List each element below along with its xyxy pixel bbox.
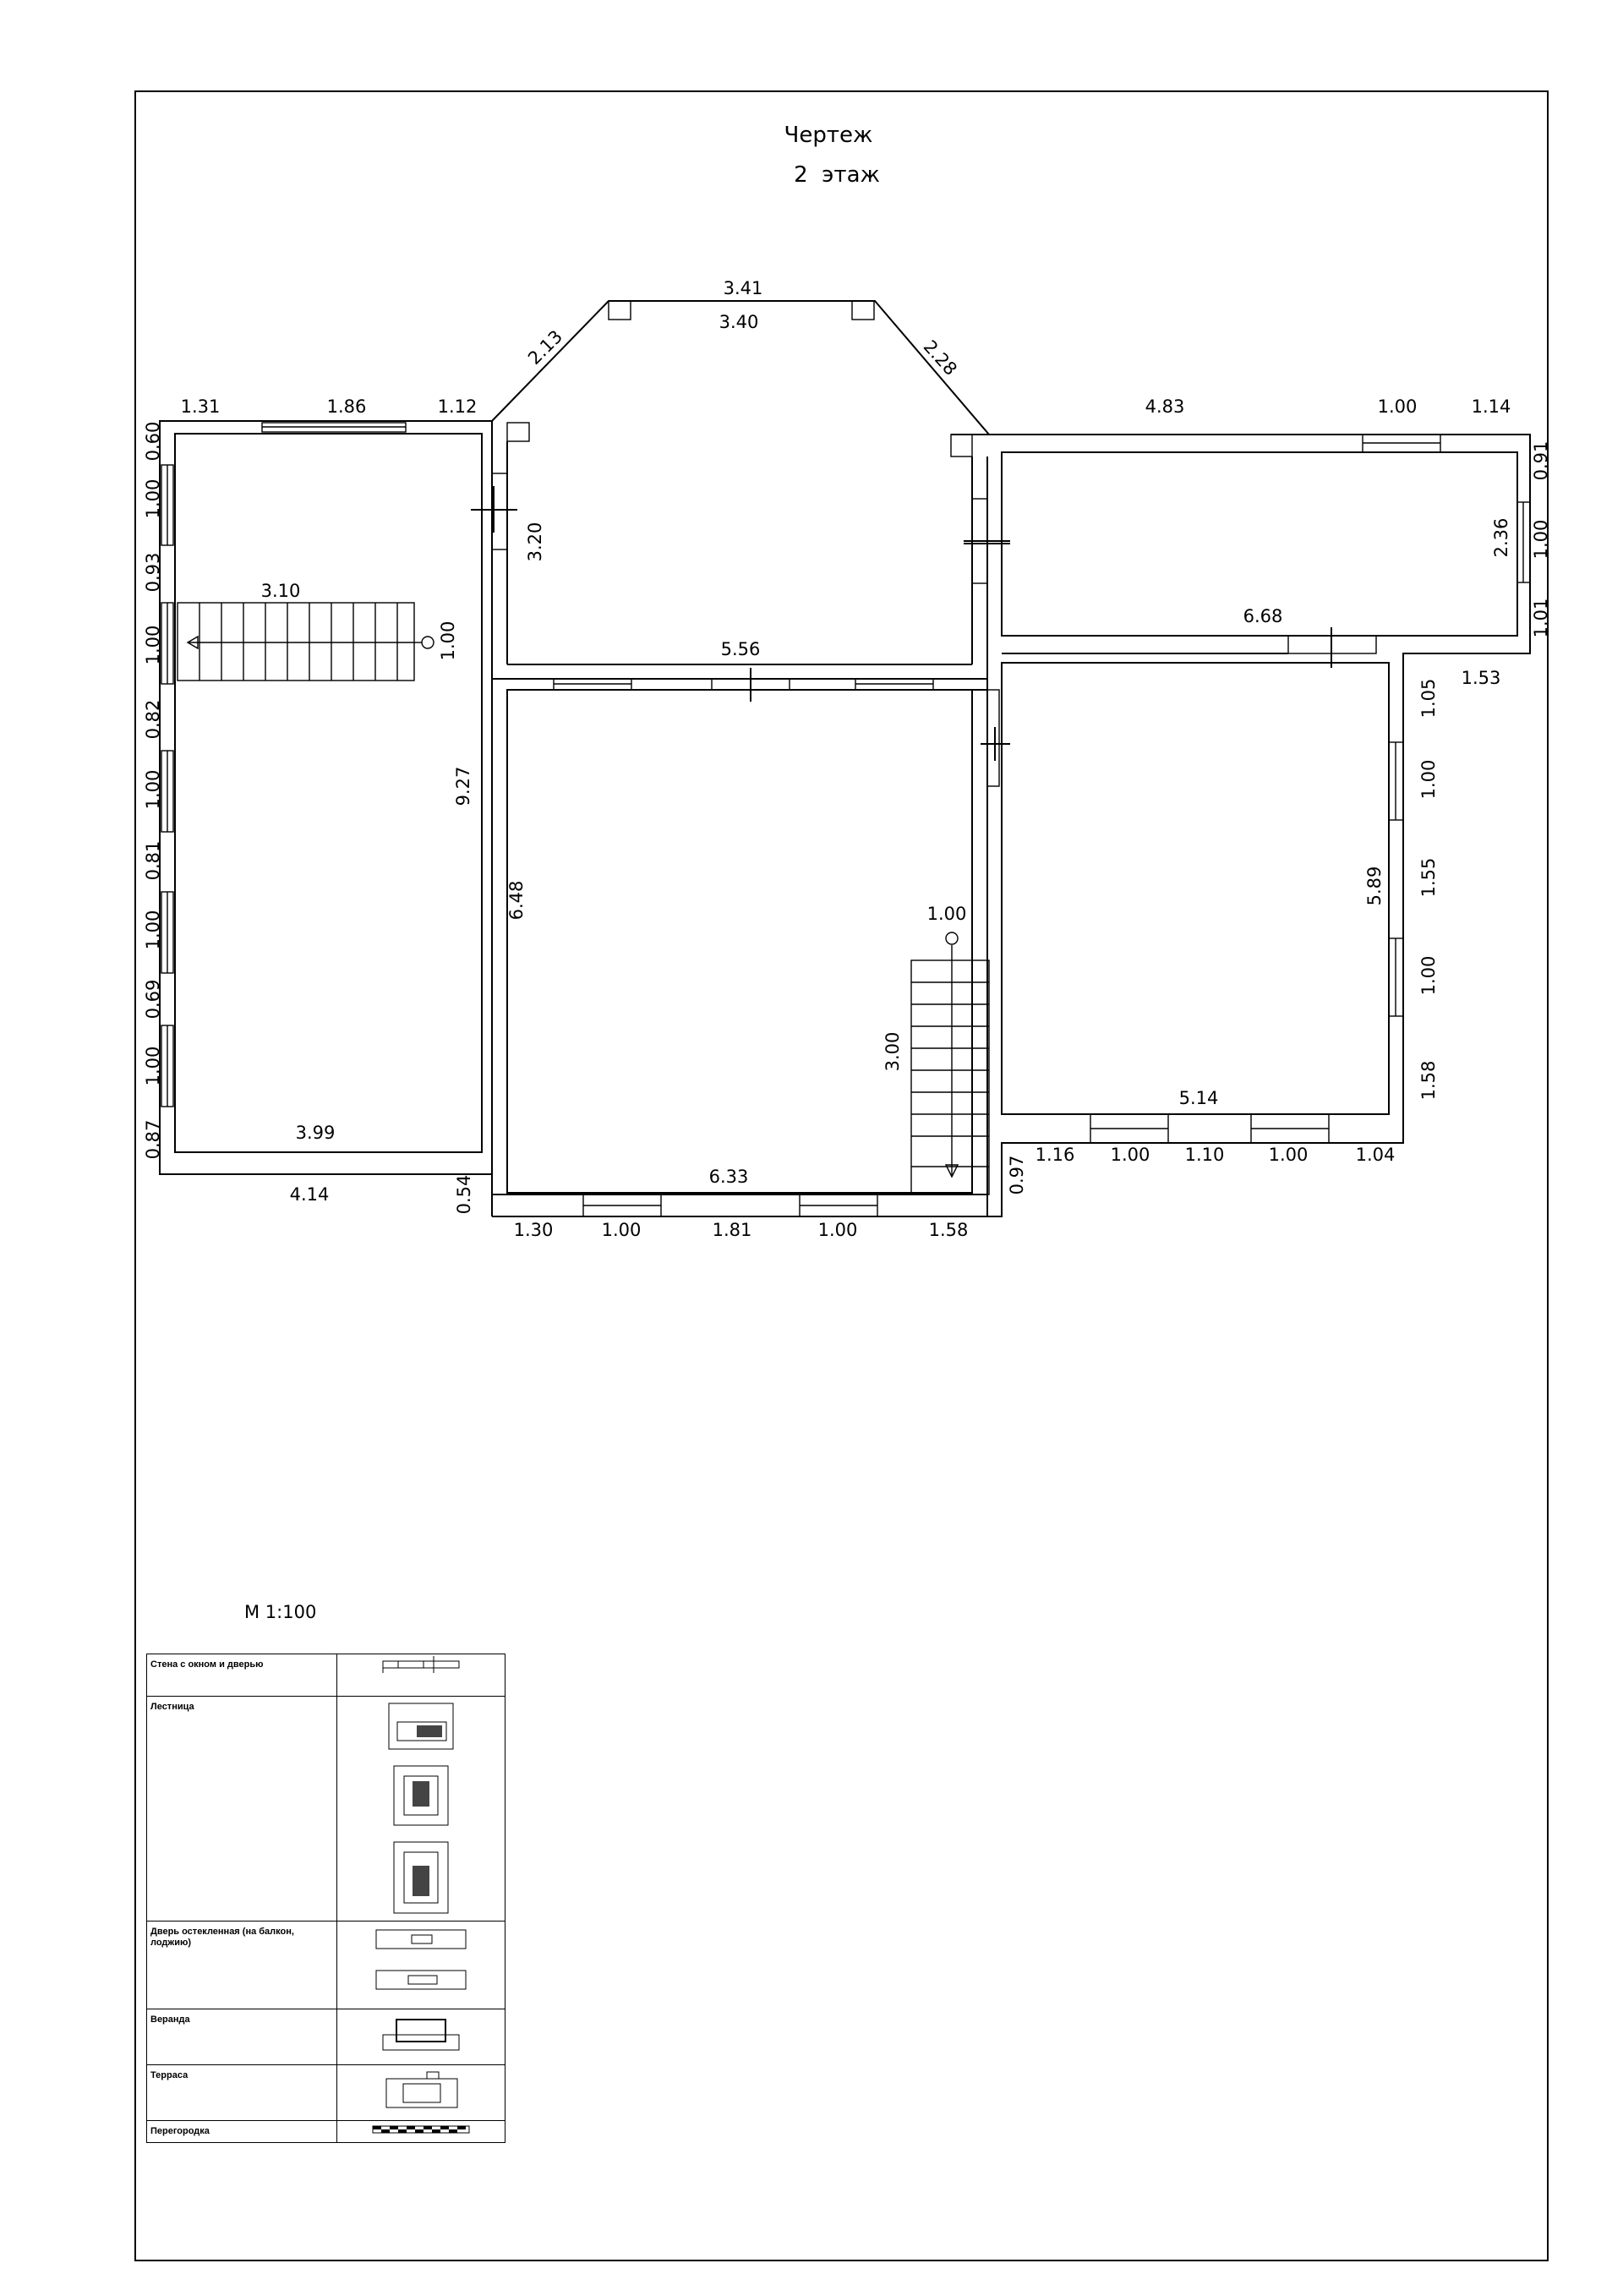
- svg-text:1.31: 1.31: [180, 396, 221, 417]
- svg-text:1.05: 1.05: [1418, 678, 1439, 719]
- svg-text:3.10: 3.10: [260, 581, 301, 601]
- legend-row: [147, 1654, 505, 1697]
- room-d-walls: [951, 435, 1530, 1216]
- svg-text:1.00: 1.00: [1531, 519, 1551, 560]
- svg-text:6.33: 6.33: [708, 1167, 749, 1187]
- svg-text:1.12: 1.12: [437, 396, 478, 417]
- veranda-symbol: [336, 2009, 505, 2065]
- svg-text:3.00: 3.00: [883, 1031, 903, 1072]
- svg-text:1.00: 1.00: [143, 910, 163, 950]
- scale-label: М 1:100: [244, 1602, 317, 1622]
- room-a-walls: [160, 421, 492, 1174]
- svg-text:1.86: 1.86: [326, 396, 367, 417]
- svg-text:3.99: 3.99: [295, 1123, 336, 1143]
- svg-text:6.48: 6.48: [506, 880, 527, 921]
- svg-text:0.54: 0.54: [454, 1174, 474, 1215]
- svg-text:2.13: 2.13: [524, 326, 567, 369]
- svg-text:5.89: 5.89: [1364, 866, 1385, 906]
- legend-row: [147, 1922, 505, 2009]
- svg-text:2.28: 2.28: [919, 336, 961, 380]
- svg-text:3.41: 3.41: [723, 278, 763, 298]
- svg-text:1.58: 1.58: [928, 1220, 969, 1240]
- legend-label: Перегородка: [147, 2121, 337, 2143]
- legend-row: [147, 2009, 505, 2065]
- svg-text:1.16: 1.16: [1035, 1145, 1075, 1165]
- svg-text:0.91: 0.91: [1531, 440, 1551, 481]
- partition-symbol: [336, 2121, 505, 2143]
- svg-text:1.00: 1.00: [1377, 396, 1418, 417]
- svg-text:1.53: 1.53: [1461, 668, 1501, 688]
- terrace-symbol: [336, 2065, 505, 2121]
- svg-text:1.00: 1.00: [1110, 1145, 1150, 1165]
- svg-text:0.60: 0.60: [143, 421, 163, 462]
- room-e-walls: [987, 456, 1389, 1194]
- drawing-subtitle: 2 этаж: [794, 162, 880, 188]
- svg-text:4.83: 4.83: [1145, 396, 1185, 417]
- legend-label: Стена с окном и дверью: [147, 1654, 337, 1697]
- svg-text:1.00: 1.00: [1418, 955, 1439, 996]
- legend-label: Веранда: [147, 2009, 337, 2065]
- svg-text:3.20: 3.20: [525, 522, 545, 562]
- legend-row: [147, 1697, 505, 1922]
- svg-text:1.30: 1.30: [513, 1220, 554, 1240]
- svg-text:0.69: 0.69: [143, 979, 163, 1020]
- svg-text:0.81: 0.81: [143, 840, 163, 881]
- svg-text:4.14: 4.14: [289, 1184, 330, 1205]
- svg-text:1.58: 1.58: [1418, 1060, 1439, 1101]
- staircase-symbol: [336, 1697, 505, 1922]
- svg-text:1.00: 1.00: [1418, 759, 1439, 800]
- svg-text:0.93: 0.93: [143, 552, 163, 593]
- svg-text:1.04: 1.04: [1355, 1145, 1396, 1165]
- legend-label: Терраса: [147, 2065, 337, 2121]
- svg-text:3.40: 3.40: [719, 312, 759, 332]
- svg-text:0.97: 0.97: [1007, 1155, 1027, 1195]
- glazed-door-symbol: [336, 1922, 505, 2009]
- drawing-title: Чертеж: [784, 123, 873, 148]
- svg-text:9.27: 9.27: [453, 766, 473, 806]
- svg-text:1.81: 1.81: [712, 1220, 752, 1240]
- svg-text:0.87: 0.87: [143, 1119, 163, 1160]
- room-e-windows: [1090, 742, 1403, 1143]
- stair-c: [911, 932, 989, 1194]
- legend-label: Дверь остекленная (на балкон, лоджию): [147, 1922, 337, 2009]
- svg-text:6.68: 6.68: [1243, 606, 1283, 626]
- room-a-windows: [161, 423, 406, 1107]
- svg-text:1.00: 1.00: [143, 1046, 163, 1086]
- wall-window-door-symbol: [336, 1654, 505, 1697]
- svg-text:1.00: 1.00: [817, 1220, 858, 1240]
- svg-text:1.10: 1.10: [1184, 1145, 1225, 1165]
- svg-text:1.00: 1.00: [926, 904, 967, 924]
- svg-text:1.00: 1.00: [143, 625, 163, 665]
- svg-text:1.55: 1.55: [1418, 857, 1439, 898]
- svg-text:5.14: 5.14: [1178, 1088, 1219, 1108]
- legend-table: [146, 1654, 505, 2143]
- svg-text:1.00: 1.00: [1268, 1145, 1309, 1165]
- svg-text:2.36: 2.36: [1491, 517, 1511, 558]
- svg-text:1.00: 1.00: [143, 478, 163, 519]
- svg-text:1.14: 1.14: [1471, 396, 1511, 417]
- room-b-walls: [492, 301, 989, 679]
- svg-text:5.56: 5.56: [720, 639, 761, 659]
- svg-text:1.01: 1.01: [1531, 598, 1551, 638]
- legend-label: Лестница: [147, 1697, 337, 1922]
- legend-row: [147, 2065, 505, 2121]
- svg-text:0.82: 0.82: [143, 699, 163, 740]
- legend-row: [147, 2121, 505, 2143]
- svg-text:1.00: 1.00: [143, 769, 163, 810]
- svg-text:1.00: 1.00: [438, 620, 458, 661]
- stair-a: [178, 603, 434, 681]
- svg-text:1.00: 1.00: [601, 1220, 642, 1240]
